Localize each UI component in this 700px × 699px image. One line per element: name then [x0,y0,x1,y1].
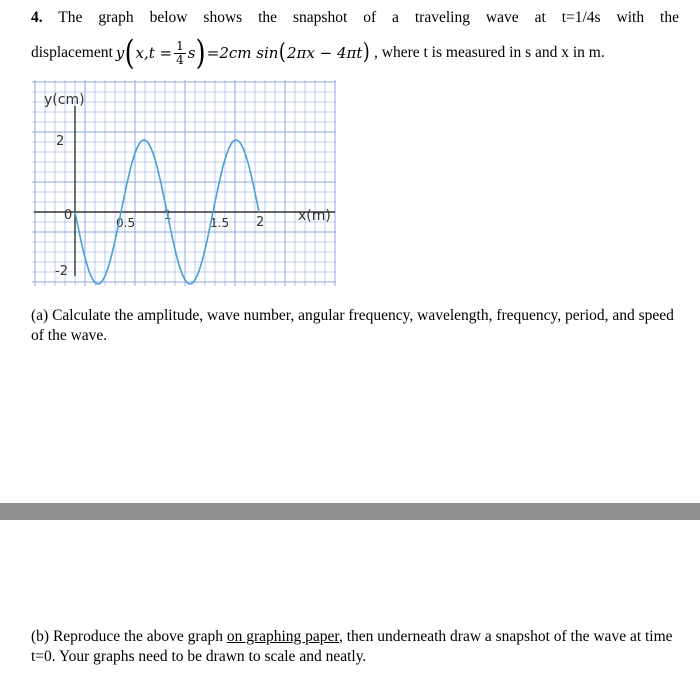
graph-grid [32,80,336,286]
y-axis-label: y(cm) [44,92,85,108]
eq-close-paren: ) [196,33,207,73]
y-tick-label-2: 2 [56,134,65,149]
eq-arg-open: ( [279,40,287,65]
y-tick-label-neg2: -2 [55,264,68,279]
eq-arg: 2πx − 4πt [287,44,363,62]
eq-fraction [174,40,186,67]
wave-graph [30,78,340,288]
displacement-equation [115,33,371,73]
question-4-line-1 [31,6,679,30]
part-b-underlined: on graphing paper [226,628,339,645]
x-tick-label-2: 2 [256,215,265,230]
question-number: 4. [31,9,43,26]
question-4 [31,6,679,73]
x-tick-label-1-5: 1.5 [210,216,230,230]
eq-frac-num: 1 [176,38,184,53]
x-axis-label: x(m) [298,208,331,224]
part-a-text: (a) Calculate the amplitude, wave number, angular frequency, wavelength, frequency, period, and speed of the wave. [31,307,674,344]
part-b-suffix: , then underneath draw a snapshot of the wave at time t=0. Your graphs need to be drawn to scale and neatly. [31,628,673,665]
wave-graph-svg [30,78,340,288]
eq-open-paren: ( [124,33,135,73]
eq-frac-den: 4 [176,52,184,67]
eq-s: s [187,44,196,62]
question-4-line-2 [31,33,679,73]
part-b [31,627,679,667]
section-divider [0,503,700,520]
eq-equals: = [206,44,220,62]
part-a [31,306,679,346]
eq-arg-close: ) [363,40,371,65]
eq-args: x,t = [135,44,173,62]
eq-y: y [115,44,125,62]
question-text-line-1: The graph below shows the snapshot of a traveling wave at t=1/4s with the [58,9,679,26]
eq-rhs: 2cm sin [219,44,279,62]
part-b-prefix: (b) Reproduce the above graph [31,628,223,645]
x-tick-label-1: 1 [164,208,172,222]
x-tick-label-0-5: 0.5 [116,216,136,230]
displacement-label: displacement [31,44,113,61]
origin-label: 0 [64,208,73,223]
question-text-line-2-suffix: , where t is measured in s and x in m. [374,44,605,61]
